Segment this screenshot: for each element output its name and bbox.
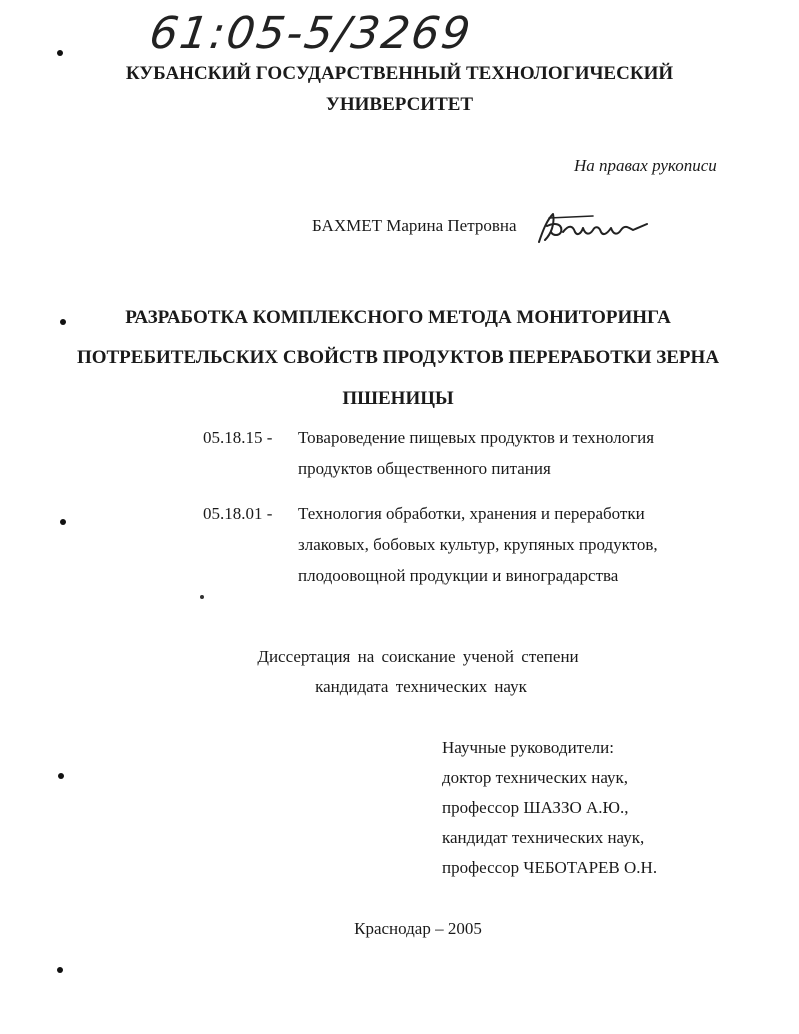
binding-mark [60, 519, 66, 525]
dissertation-line2: кандидата технических наук [315, 677, 527, 696]
specialty-line: Технология обработки, хранения и переработки [298, 504, 645, 523]
specialty-code: 05.18.15 - [203, 428, 273, 447]
author-signature [533, 206, 653, 246]
supervisors-block [442, 733, 657, 883]
supervisor-line: кандидат технических наук, [442, 828, 645, 847]
supervisor-line: профессор ЧЕБОТАРЕВ О.Н. [442, 858, 658, 877]
specialty-line: Товароведение пищевых продуктов и технология [298, 428, 655, 447]
university-name-line1: КУБАНСКИЙ ГОСУДАРСТВЕННЫЙ ТЕХНОЛОГИЧЕСКИЙ [125, 63, 674, 84]
specialty-description [298, 498, 718, 591]
title-line1: РАЗРАБОТКА КОМПЛЕКСНОГО МЕТОДА МОНИТОРИНГА [125, 307, 671, 328]
dissertation-line1: Диссертация на соискание ученой степени [257, 647, 579, 666]
specialty-line: продуктов общественного питания [298, 459, 551, 478]
archive-code: 61:05-5/3269 [146, 8, 476, 59]
specialty-line: злаковых, бобовых культур, крупяных продуктов, [298, 535, 658, 554]
specialty-line: плодоовощной продукции и виноградарства [298, 566, 619, 585]
binding-mark [58, 773, 64, 779]
supervisor-line: профессор ШАЗЗО А.Ю., [442, 798, 629, 817]
specialty-code: 05.18.01 - [203, 504, 273, 523]
city-year: Краснодар – 2005 [354, 919, 482, 938]
binding-mark [57, 50, 63, 56]
binding-mark [57, 967, 63, 973]
binding-mark [60, 319, 66, 325]
supervisors-heading: Научные руководители: [442, 738, 614, 757]
title-line2: ПОТРЕБИТЕЛЬСКИХ СВОЙСТВ ПРОДУКТОВ ПЕРЕРАБОТКИ ЗЕРНА [76, 347, 720, 368]
title-line3: ПШЕНИЦЫ [342, 388, 454, 409]
university-name-line2: УНИВЕРСИТЕТ [325, 94, 474, 115]
specialty-description [298, 422, 718, 484]
author-name: БАХМЕТ Марина Петровна [312, 216, 517, 235]
supervisor-line: доктор технических наук, [442, 768, 629, 787]
scan-speck [200, 595, 204, 599]
manuscript-rights: На правах рукописи [574, 156, 717, 175]
